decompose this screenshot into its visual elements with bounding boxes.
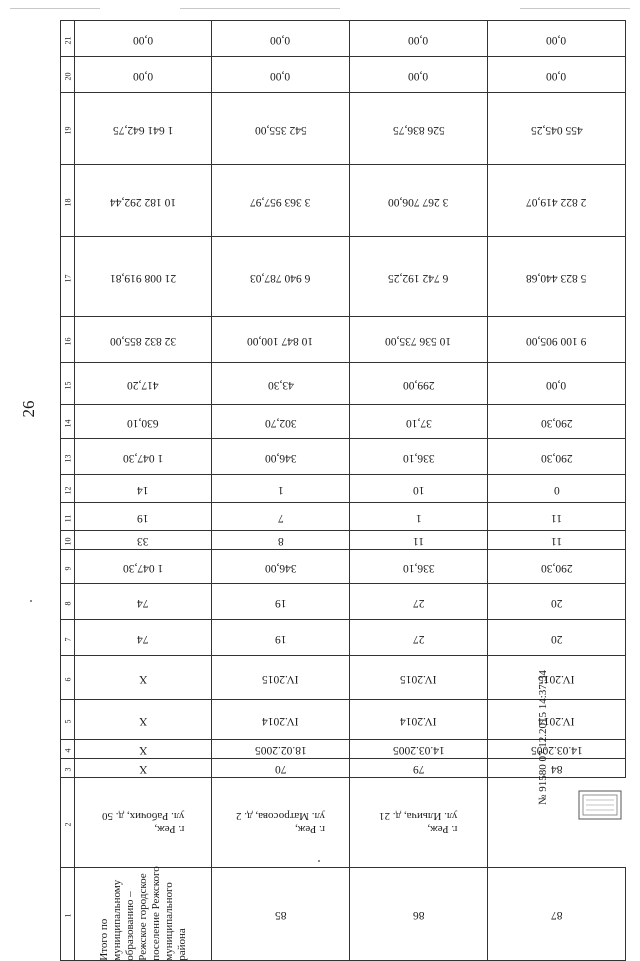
cell-value: IV.2014 [400,714,437,727]
cell-value: 19 [274,596,287,609]
table-cell [212,93,350,165]
table-cell [350,317,488,363]
table-cell [212,237,350,317]
column-number: 17 [63,274,72,282]
column-number: 8 [63,601,72,605]
cell-value: 14.03.2005 [392,744,445,756]
column-number: 1 [63,913,72,918]
cell-value: 0,00 [408,69,429,82]
table-cell [488,868,626,961]
cell-value: 33 [137,535,149,547]
table-cell [212,57,350,93]
cell-value: X [138,714,148,727]
table-row [61,531,626,550]
cell-value: X [138,672,148,685]
column-number: 7 [63,637,72,641]
column-number-cell [61,503,75,531]
cell-value: 0,00 [408,33,429,46]
table-cell [350,740,488,759]
table-cell [350,57,488,93]
column-number: 20 [63,72,72,80]
cell-value: 8 [277,535,284,547]
table-cell [488,93,626,165]
table-row [61,405,626,439]
cell-value: 14.03.2005 [530,744,583,756]
column-number-cell [61,57,75,93]
cell-value: 18.02.2005 [254,744,307,756]
address: г. Реж, ул. Матросова, д. 2 [235,810,325,835]
table-cell [350,759,488,778]
column-number-cell [61,317,75,363]
cell-value: 1 [277,483,284,496]
table-cell [75,21,212,57]
table-cell [75,620,212,656]
cell-value: 1 047,30 [122,561,164,574]
table-cell [75,868,212,961]
table-cell [75,57,212,93]
column-number: 12 [63,486,72,494]
cell-value: IV.2015 [400,672,437,685]
cell-value: 20 [550,632,563,645]
table-row [61,237,626,317]
column-number-cell [61,620,75,656]
cell-value: 6 940 787,03 [250,271,311,284]
registration-stamp: № 91580 07.12.2015 14:37:34 [537,670,549,805]
cell-value: 1 641 642,75 [112,123,174,136]
cell-value: 0,00 [270,33,291,46]
column-number-cell [61,93,75,165]
column-number-cell [61,868,75,961]
column-number: 4 [63,748,72,753]
column-number-cell [61,531,75,550]
column-number-cell [61,439,75,475]
table-cell [75,475,212,503]
table-row [61,57,626,93]
table-cell [350,656,488,700]
table-cell [75,405,212,439]
table-cell [488,317,626,363]
cell-value: 0,00 [546,69,567,82]
cell-value: 7 [277,511,284,524]
page-number: 26 [19,400,38,418]
table-cell [488,165,626,237]
scan-edge-mid [180,8,340,9]
table-cell [75,93,212,165]
table-row [61,21,626,57]
cell-value: IV.2014 [262,714,299,727]
column-number: 3 [63,767,72,772]
table-cell [350,584,488,620]
column-number: 6 [63,677,72,681]
cell-value: 11 [550,511,563,524]
cell-value: 6 742 192,25 [388,271,449,284]
table-cell [75,439,212,475]
table-cell [350,237,488,317]
column-number-cell [61,363,75,405]
column-number-cell [61,21,75,57]
seal-icon [578,790,622,820]
table-cell [212,21,350,57]
table-cell [212,700,350,740]
column-number: 11 [62,514,72,522]
column-number-cell [61,656,75,700]
table-cell [488,21,626,57]
table-cell [212,584,350,620]
table-cell [488,700,626,740]
cell-value: 9 100 905,00 [526,334,587,347]
table-row [61,475,626,503]
table-cell [350,700,488,740]
table-cell [75,531,212,550]
table-cell [488,503,626,531]
column-number: 19 [63,126,72,134]
cell-value: 0,00 [546,33,567,46]
table-cell [350,21,488,57]
table-cell [488,740,626,759]
table-cell [350,439,488,475]
table-cell [488,363,626,405]
cell-value: IV.2015 [262,672,299,685]
cell-value: 10 182 292,44 [109,195,177,208]
table-cell [488,57,626,93]
table-row [61,439,626,475]
cell-value: 5 823 440,68 [526,271,587,284]
cell-value: 302,70 [264,416,297,429]
table-cell [488,237,626,317]
cell-value: 19 [274,632,287,645]
cell-value: 37,10 [405,416,432,429]
cell-value: 417,20 [127,378,159,391]
column-number: 15 [63,381,72,389]
table-cell [75,778,212,868]
row-number: 85 [274,909,287,921]
cell-value: 21 008 919,81 [109,271,177,284]
cell-value: IV.2014 [538,714,575,727]
table-cell [488,439,626,475]
table-cell [350,363,488,405]
table-cell [212,531,350,550]
column-number: 16 [63,337,72,345]
table-cell [350,531,488,550]
table-cell [212,475,350,503]
table-cell [212,503,350,531]
column-number: 5 [63,719,72,723]
table-cell [212,405,350,439]
table-cell [212,439,350,475]
cell-value: 79 [412,763,425,775]
cell-value: 0,00 [132,69,154,82]
table-cell [75,584,212,620]
column-number-cell [61,584,75,620]
row-number: 87 [550,909,563,921]
column-number-cell [61,778,75,868]
cell-value: 10 [412,483,425,496]
cell-value: 27 [412,596,425,609]
cell-value: 70 [274,763,287,775]
cell-value: 455 045,25 [530,123,583,136]
table-cell [75,165,212,237]
table-cell [212,165,350,237]
cell-value: 336,10 [402,451,435,464]
table-cell [488,584,626,620]
table-cell [75,700,212,740]
column-number-cell [61,405,75,439]
table-row [61,503,626,531]
table-cell [350,868,488,961]
cell-value: 0,00 [270,69,291,82]
cell-value: 0,00 [132,33,154,46]
table-cell [75,237,212,317]
cell-value: 14 [137,483,149,496]
column-number: 14 [63,419,72,427]
cell-value: 290,30 [540,451,573,464]
table-cell [75,740,212,759]
column-number-cell [61,475,75,503]
table-cell [350,475,488,503]
cell-value: 526 836,75 [392,123,445,136]
cell-value: 2 822 419,07 [526,195,587,208]
cell-value: 43,30 [267,378,294,391]
column-number: 2 [63,822,72,826]
column-number-cell [61,700,75,740]
cell-value: IV.2015 [538,672,575,685]
cell-value: 346,00 [264,561,297,574]
table-cell [350,93,488,165]
column-number-cell [61,550,75,584]
cell-value: 346,00 [264,451,297,464]
cell-value: 1 [415,511,422,524]
column-number: 10 [63,537,72,546]
row-number: 86 [412,909,425,921]
table-cell [350,620,488,656]
table-cell [488,550,626,584]
cell-value: 11 [550,535,563,547]
cell-value: 3 363 957,97 [250,195,311,208]
table-cell [350,405,488,439]
table-cell [75,317,212,363]
table-cell [75,503,212,531]
cell-value: X [138,744,148,756]
cell-value: 290,30 [540,416,573,429]
table-cell [212,317,350,363]
cell-value: 10 536 735,00 [385,334,452,347]
table-cell [212,620,350,656]
table-cell [350,778,488,868]
cell-value: 290,30 [540,561,573,574]
table-cell [488,475,626,503]
column-number-cell [61,237,75,317]
table-cell [488,531,626,550]
address: г. Реж, ул. Рабочих, д. 50 [101,810,185,835]
table-cell [212,868,350,961]
table-cell [488,656,626,700]
table-cell [350,165,488,237]
scan-edge-right [520,8,630,9]
cell-value: 32 832 855,00 [109,334,177,347]
table-cell [488,405,626,439]
cell-value: 74 [137,632,149,645]
total-label: Итого по муниципальному образованию – Режское городское поселение Режского муниципального района [97,866,188,961]
cell-value: 3 267 706,00 [388,195,449,208]
cell-value: 1 047,30 [122,451,164,464]
address: г. Реж, ул. Ильича, д. 21 [379,810,458,835]
table-row [61,363,626,405]
table-cell [212,656,350,700]
table-cell [488,620,626,656]
table-row [61,317,626,363]
table-cell [488,759,626,778]
column-number: 9 [63,566,72,570]
table-cell [350,503,488,531]
table-cell [75,759,212,778]
cell-value: 630,10 [127,416,159,429]
cell-value: 27 [412,632,425,645]
table-cell [75,363,212,405]
table-row [61,165,626,237]
table-cell [212,740,350,759]
cell-value: 336,10 [402,561,435,574]
column-number: 13 [63,454,72,462]
table-row [61,93,626,165]
column-number: 21 [63,36,72,44]
scan-speck [30,600,32,602]
cell-value: 74 [137,596,149,609]
cell-value: 542 355,00 [254,123,307,136]
table-cell [212,778,350,868]
cell-value: 0,00 [546,378,567,391]
table-cell [212,363,350,405]
cell-value: X [138,763,148,775]
cell-value: 84 [550,763,563,775]
cell-value: 19 [137,511,149,524]
cell-value: 20 [550,596,563,609]
table-cell [75,656,212,700]
cell-value: 299,00 [402,378,435,391]
table-cell [212,550,350,584]
table-row [61,868,626,961]
scan-speck [318,860,320,862]
cell-value: 11 [412,535,425,547]
table-cell [350,550,488,584]
scan-edge-left [10,8,100,9]
table-cell [212,759,350,778]
column-number-cell [61,759,75,778]
column-number: 18 [63,198,72,206]
column-number-cell [61,165,75,237]
table-cell [75,550,212,584]
cell-value: 10 847 100,00 [247,334,314,347]
cell-value: 0 [553,483,560,496]
column-number-cell [61,740,75,759]
